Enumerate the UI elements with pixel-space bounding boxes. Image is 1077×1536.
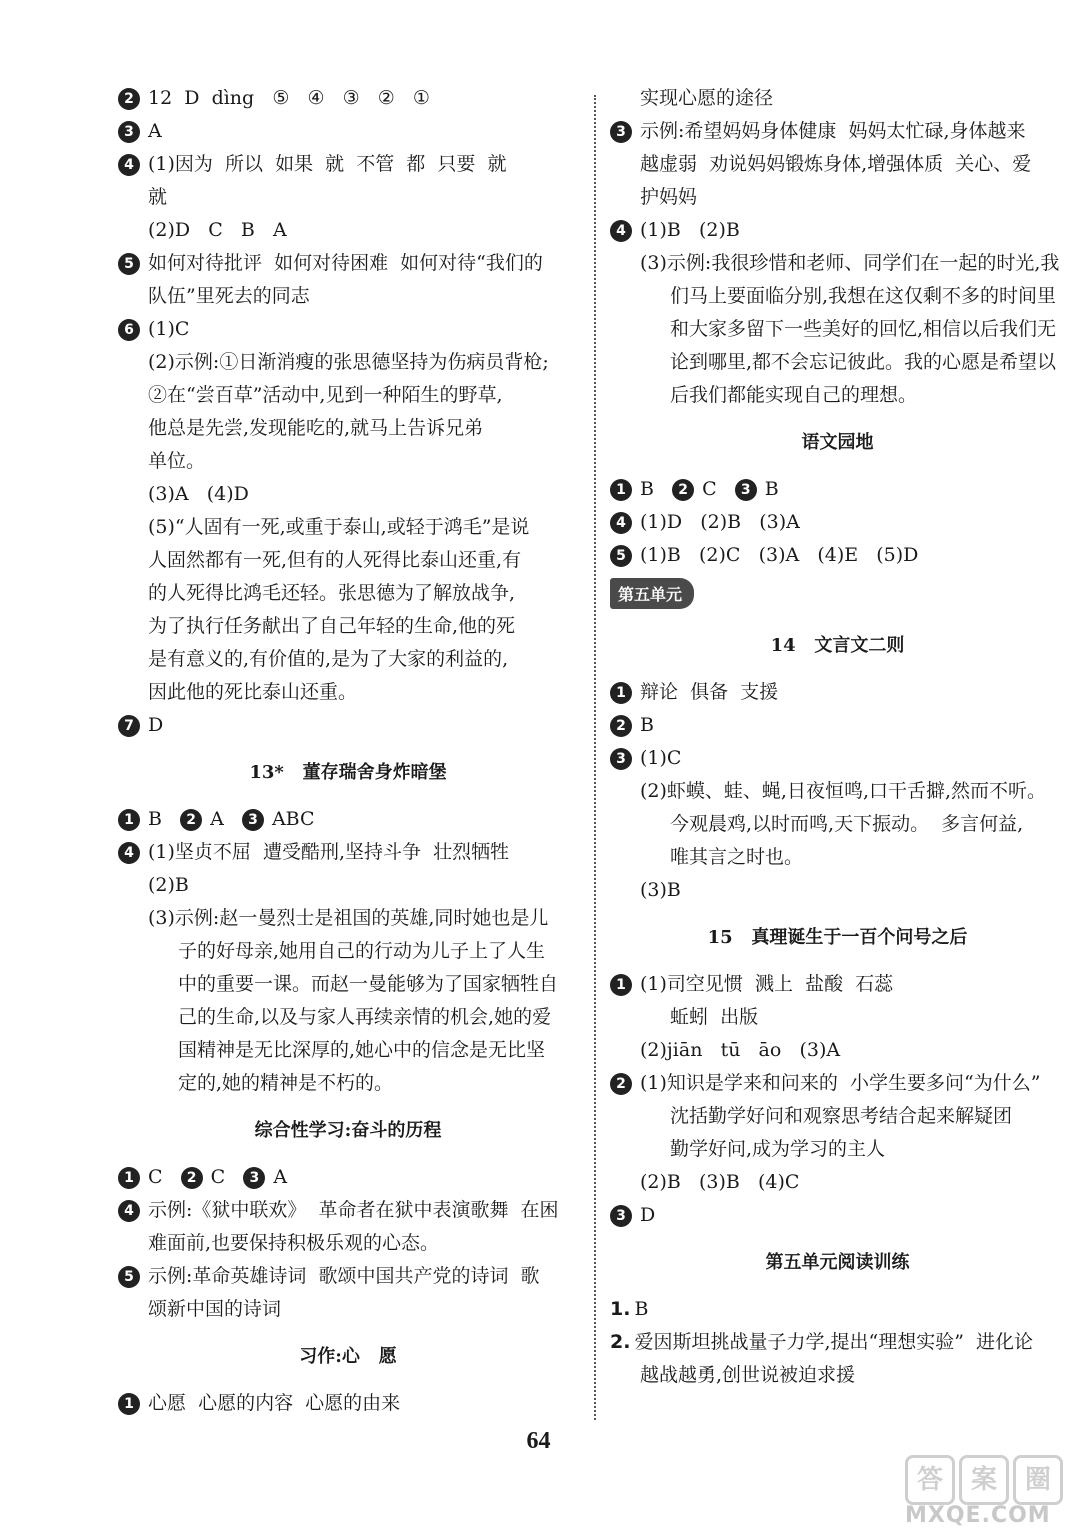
question-number-badge: 1 [610, 974, 632, 996]
answer-line [118, 577, 578, 610]
answer-line [118, 869, 578, 902]
answer-line [118, 478, 578, 511]
section-heading: 综合性学习:奋斗的历程 [254, 1120, 442, 1141]
answer-line [118, 82, 578, 115]
answer-line [118, 836, 578, 869]
answer-text: (2)B (3)B (4)C [640, 1171, 800, 1193]
answer-text: 沈括勤学好问和观察思考结合起来解疑团 [670, 1105, 1013, 1127]
answer-text: 定的,她的精神是不朽的。 [178, 1072, 394, 1094]
answer-line [610, 214, 1065, 247]
answer-text: 难面前,也要保持积极乐观的心态。 [148, 1232, 440, 1254]
answer-text: (3)示例:赵一曼烈士是祖国的英雄,同时她也是儿 [148, 907, 549, 929]
answer-line [118, 412, 578, 445]
answer-text: ABC [271, 808, 315, 830]
answer-text: D [148, 714, 164, 736]
answer-text: (1)司空见惯 溅上 盐酸 石蕊 [640, 973, 894, 995]
answer-line [118, 1387, 578, 1420]
answer-line [118, 1034, 578, 1067]
section-heading: 语文园地 [801, 432, 874, 453]
answer-line [610, 82, 1065, 115]
column-divider [594, 95, 596, 1420]
answer-text: 越战越勇,创世说被迫求援 [640, 1364, 856, 1386]
question-number-badge: 2 [672, 479, 694, 501]
answer-text: 论到哪里,都不会忘记彼此。我的心愿是希望以 [670, 351, 1057, 373]
answer-line [610, 1199, 1065, 1232]
answer-line [118, 115, 578, 148]
answer-line [610, 280, 1065, 313]
answer-line [610, 506, 1065, 539]
answer-text: (1)因为 所以 如果 就 不管 都 只要 就 [148, 153, 507, 175]
answer-text: 示例:革命英雄诗词 歌颂中国共产党的诗词 歌 [148, 1265, 540, 1287]
answer-text: (2)虾蟆、蛙、蝇,日夜恒鸣,口干舌擗,然而不听。 [640, 780, 1047, 802]
section-heading: 15 真理诞生于一百个问号之后 [707, 927, 968, 948]
answer-line [610, 313, 1065, 346]
answer-text: 今观晨鸡,以时而鸣,天下振动。 多言何益, [670, 813, 1024, 835]
answer-text: 单位。 [148, 450, 206, 472]
answer-text: ②在“尝百草”活动中,见到一种陌生的野草, [148, 384, 503, 406]
answer-text: A [210, 808, 242, 830]
question-number-badge: 6 [118, 319, 140, 341]
answer-text: B [634, 1298, 649, 1320]
answer-text: 示例:希望妈妈身体健康 妈妈太忙碌,身体越来 [640, 120, 1026, 142]
answer-text: (2)B [148, 874, 189, 896]
answer-text: 护妈妈 [640, 186, 698, 208]
answer-text: 人固然都有一死,但有的人死得比泰山还重,有 [148, 549, 522, 571]
question-number-badge: 2 [610, 1073, 632, 1095]
answer-text: 为了执行任务献出了自己年轻的生命,他的死 [148, 615, 516, 637]
question-number-badge: 5 [118, 253, 140, 275]
answer-line [610, 379, 1065, 412]
answer-text: 和大家多留下一些美好的回忆,相信以后我们无 [670, 318, 1057, 340]
answer-text: (2)jiān tū āo (3)A [640, 1039, 841, 1061]
answer-line [118, 1161, 578, 1194]
section-heading: 第五单元阅读训练 [765, 1252, 910, 1273]
answer-line [610, 709, 1065, 742]
answer-line [610, 968, 1065, 1001]
answer-text: (3)示例:我很珍惜和老师、同学们在一起的时光,我 [640, 252, 1060, 274]
answer-line [118, 379, 578, 412]
answer-line [610, 841, 1065, 874]
question-number-badge: 3 [118, 121, 140, 143]
answer-text: 们马上要面临分别,我想在这仅剩不多的时间里 [670, 285, 1057, 307]
answer-text: (1)B (2)C (3)A (4)E (5)D [640, 544, 919, 566]
answer-line [610, 1034, 1065, 1067]
answer-text: 蚯蚓 出版 [670, 1006, 759, 1028]
left-column [118, 82, 578, 1420]
answer-text: 勤学好问,成为学习的主人 [670, 1138, 886, 1160]
answer-text: 心愿 心愿的内容 心愿的由来 [148, 1392, 401, 1414]
answer-text: (2)示例:①日渐消瘦的张思德坚持为伤病员背枪; [148, 351, 549, 373]
question-number-badge: 4 [610, 220, 632, 242]
answer-line [118, 1227, 578, 1260]
unit-tag-row [610, 572, 1065, 615]
answer-text: 队伍”里死去的同志 [148, 285, 310, 307]
section-heading: 14 文言文二则 [770, 635, 905, 656]
answer-line [610, 1133, 1065, 1166]
answer-line [118, 1293, 578, 1326]
answer-text: B [148, 808, 181, 830]
answer-line [610, 346, 1065, 379]
answer-line [118, 803, 578, 836]
answer-line [118, 313, 578, 346]
answer-line [610, 742, 1065, 775]
answer-text: 实现心愿的途径 [640, 87, 774, 109]
answer-text: 子的好母亲,她用自己的行动为儿子上了人生 [178, 940, 546, 962]
question-number-badge: 5 [610, 545, 632, 567]
answer-text: (3)B [640, 879, 681, 901]
question-number-badge: 7 [118, 715, 140, 737]
question-number-badge: 4 [118, 154, 140, 176]
answer-line [118, 445, 578, 478]
answer-line [118, 1194, 578, 1227]
answer-text: (5)“人固有一死,或重于泰山,或轻于鸿毛”是说 [148, 516, 530, 538]
question-number-badge: 1 [118, 1393, 140, 1415]
page-number: 64 [526, 1428, 551, 1454]
answer-line [118, 902, 578, 935]
answer-text: (1)C [640, 747, 682, 769]
answer-text: A [148, 120, 162, 142]
question-number-badge: 4 [610, 512, 632, 534]
answer-line [610, 1293, 1065, 1326]
question-number-badge: 1 [118, 809, 140, 831]
answer-line [118, 247, 578, 280]
question-number-badge: 2 [180, 809, 202, 831]
answer-line [610, 115, 1065, 148]
answer-line [118, 935, 578, 968]
answer-text: (1)坚贞不屈 遭受酷刑,坚持斗争 壮烈牺牲 [148, 841, 510, 863]
answer-line [118, 544, 578, 577]
answer-line [610, 676, 1065, 709]
question-number-badge: 3 [242, 809, 264, 831]
answer-text: 如何对待批评 如何对待困难 如何对待“我们的 [148, 252, 543, 274]
answer-text: B [640, 478, 673, 500]
answer-text: 己的生命,以及与家人再续亲情的机会,她的爱 [178, 1006, 552, 1028]
question-number-badge: 3 [610, 748, 632, 770]
answer-line [610, 473, 1065, 506]
answer-line [118, 214, 578, 247]
answer-line [118, 1067, 578, 1100]
answer-line [610, 148, 1065, 181]
section-heading: 习作:心 愿 [299, 1346, 397, 1367]
answer-text: (1)D (2)B (3)A [640, 511, 800, 533]
answer-text: 他总是先尝,发现能吃的,就马上告诉兄弟 [148, 417, 484, 439]
answer-line [118, 676, 578, 709]
question-number-badge: 1 [610, 479, 632, 501]
watermark-logo: 答 案 圈 MXQE.COM [905, 1455, 1065, 1530]
answer-text: D [640, 1204, 656, 1226]
answer-text: C [702, 478, 735, 500]
answer-line [118, 610, 578, 643]
question-number-badge: 2 [181, 1167, 203, 1189]
answer-line [118, 181, 578, 214]
answer-text: B [640, 714, 654, 736]
answer-text: (1)B (2)B [640, 219, 740, 241]
answer-line [610, 1359, 1065, 1392]
question-number-badge: 5 [118, 1266, 140, 1288]
question-number-badge: 2 [610, 715, 632, 737]
question-number-badge: 4 [118, 1200, 140, 1222]
answer-text: (2)D C B A [148, 219, 287, 241]
answer-line [118, 346, 578, 379]
answer-text: B [764, 478, 779, 500]
answer-line [118, 968, 578, 1001]
question-number-badge: 4 [118, 842, 140, 864]
answer-line [610, 1100, 1065, 1133]
question-number-badge: 3 [610, 1205, 632, 1227]
answer-line [118, 148, 578, 181]
answer-text: 中的重要一课。而赵一曼能够为了国家牺牲自 [178, 973, 559, 995]
answer-text: 颂新中国的诗词 [148, 1298, 282, 1320]
answer-line [118, 1260, 578, 1293]
answer-text: C [210, 1166, 244, 1188]
question-number: 1. [610, 1298, 631, 1320]
answer-text: 爱因斯坦挑战量子力学,提出“理想实验” 进化论 [634, 1331, 1033, 1353]
answer-text: (1)C [148, 318, 190, 340]
answer-text: 就 [148, 186, 168, 208]
answer-line [118, 709, 578, 742]
answer-text: A [273, 1166, 288, 1188]
question-number-badge: 1 [118, 1167, 140, 1189]
question-number-badge: 1 [610, 682, 632, 704]
right-column [610, 82, 1065, 1392]
question-number: 2. [610, 1331, 631, 1353]
answer-line [610, 1326, 1065, 1359]
answer-line [118, 643, 578, 676]
answer-line [610, 1166, 1065, 1199]
section-heading: 13* 董存瑞舍身炸暗堡 [249, 762, 447, 783]
answer-line [610, 1067, 1065, 1100]
question-number-badge: 3 [243, 1167, 265, 1189]
answer-line [610, 775, 1065, 808]
answer-text: 12 D dìng ⑤ ④ ③ ② ① [148, 87, 430, 109]
answer-line [610, 874, 1065, 907]
answer-line [610, 539, 1065, 572]
answer-line [118, 511, 578, 544]
answer-line [610, 808, 1065, 841]
unit-tag: 第五单元 [610, 578, 694, 609]
answer-text: 示例:《狱中联欢》 革命者在狱中表演歌舞 在困 [148, 1199, 559, 1221]
answer-line [610, 247, 1065, 280]
answer-text: 国精神是无比深厚的,她心中的信念是无比坚 [178, 1039, 546, 1061]
answer-line [610, 1001, 1065, 1034]
answer-text: 唯其言之时也。 [670, 846, 804, 868]
answer-text: 后我们都能实现自己的理想。 [670, 384, 918, 406]
answer-text: 辩论 俱备 支援 [640, 681, 779, 703]
answer-text: 是有意义的,有价值的,是为了大家的利益的, [148, 648, 509, 670]
answer-text: 因此他的死比泰山还重。 [148, 681, 358, 703]
answer-line [118, 1001, 578, 1034]
answer-text: C [148, 1166, 181, 1188]
answer-text: (3)A (4)D [148, 483, 249, 505]
question-number-badge: 3 [610, 121, 632, 143]
question-number-badge: 3 [735, 479, 757, 501]
question-number-badge: 2 [118, 88, 140, 110]
answer-text: 的人死得比鸿毛还轻。张思德为了解放战争, [148, 582, 516, 604]
answer-line [610, 181, 1065, 214]
answer-text: 越虚弱 劝说妈妈锻炼身体,增强体质 关心、爱 [640, 153, 1032, 175]
answer-text: (1)知识是学来和问来的 小学生要多问“为什么” [640, 1072, 1041, 1094]
answer-line [118, 280, 578, 313]
